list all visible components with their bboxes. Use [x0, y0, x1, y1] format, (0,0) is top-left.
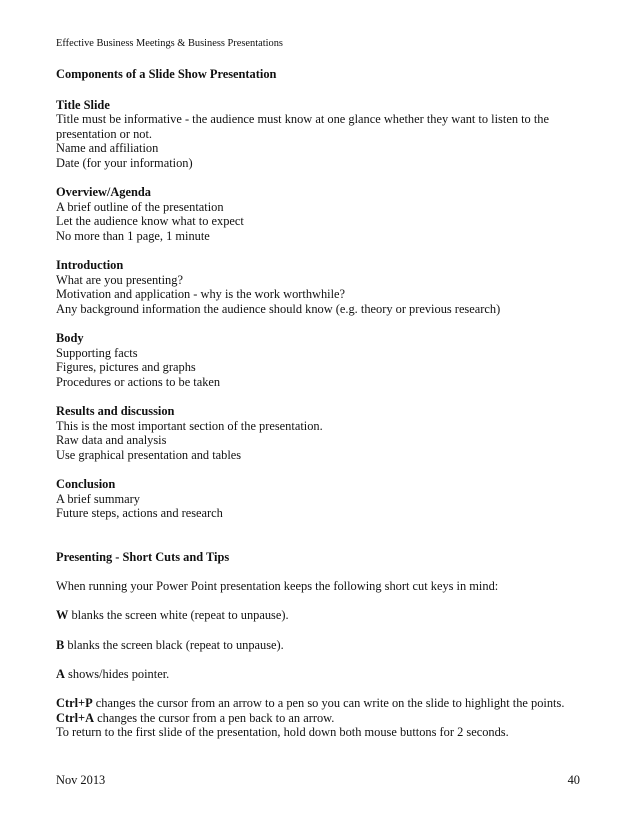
tips-heading: Presenting - Short Cuts and Tips [56, 550, 230, 564]
section-line: A brief outline of the presentation [56, 199, 224, 214]
shortcut-key: Ctrl+P [56, 695, 93, 710]
section-overview-agenda [56, 185, 596, 243]
page-title: Components of a Slide Show Presentation [56, 67, 277, 81]
footer-date: Nov 2013 [56, 773, 106, 787]
section-line: No more than 1 page, 1 minute [56, 228, 210, 243]
section-results-discussion [56, 404, 596, 462]
tip-ctrl-a [56, 711, 596, 726]
section-heading: Conclusion [56, 477, 116, 492]
tip-return-first-slide: To return to the first slide of the presentation, hold down both mouse buttons for 2 seconds. [56, 725, 509, 740]
section-line: Motivation and application - why is the work worthwhile? [56, 287, 346, 302]
section-line: Let the audience know what to expect [56, 214, 244, 229]
section-heading: Introduction [56, 258, 124, 273]
section-line: What are you presenting? [56, 272, 183, 287]
section-line: Use graphical presentation and tables [56, 447, 242, 462]
shortcut-key: Ctrl+A [56, 710, 95, 725]
section-heading: Title Slide [56, 97, 110, 112]
section-line: Future steps, actions and research [56, 506, 223, 521]
section-heading: Results and discussion [56, 404, 175, 419]
tip-a-key [56, 667, 596, 682]
section-line: This is the most important section of the presentation. [56, 418, 323, 433]
section-line: Name and affiliation [56, 141, 159, 156]
shortcut-key: B [56, 637, 65, 652]
shortcut-key: A [56, 666, 65, 681]
page-content [56, 67, 596, 740]
section-line: Figures, pictures and graphs [56, 360, 196, 375]
tips-intro: When running your Power Point presentation keeps the following short cut keys in mind: [56, 579, 499, 594]
shortcut-description: changes the cursor from an arrow to a pen so you can write on the slide to highlight the points. [92, 695, 565, 710]
shortcut-description: changes the cursor from a pen back to an arrow. [94, 710, 335, 725]
section-line: Raw data and analysis [56, 433, 167, 448]
section-line: Procedures or actions to be taken [56, 374, 221, 389]
shortcut-description: shows/hides pointer. [64, 666, 170, 681]
section-line: Title must be informative - the audience must know at one glance whether they want to listen to the presentation or not. [56, 112, 549, 141]
tip-w-key [56, 608, 596, 623]
section-line: Date (for your information) [56, 155, 193, 170]
section-line: Supporting facts [56, 345, 138, 360]
shortcut-description: blanks the screen black (repeat to unpause). [64, 637, 284, 652]
section-line: A brief summary [56, 491, 140, 506]
section-title-slide [56, 98, 596, 171]
section-introduction [56, 258, 596, 316]
tip-b-key [56, 638, 596, 653]
section-heading: Body [56, 331, 84, 346]
page-number: 40 [567, 773, 580, 787]
section-line: Any background information the audience should know (e.g. theory or previous research) [56, 301, 501, 316]
section-heading: Overview/Agenda [56, 185, 151, 200]
section-conclusion [56, 477, 596, 521]
tip-ctrl-p [56, 696, 596, 711]
section-body [56, 331, 596, 389]
running-header: Effective Business Meetings & Business Presentations [56, 38, 283, 49]
spacer [56, 535, 596, 550]
shortcut-key: W [56, 608, 69, 623]
shortcut-description: blanks the screen white (repeat to unpause). [68, 608, 289, 623]
